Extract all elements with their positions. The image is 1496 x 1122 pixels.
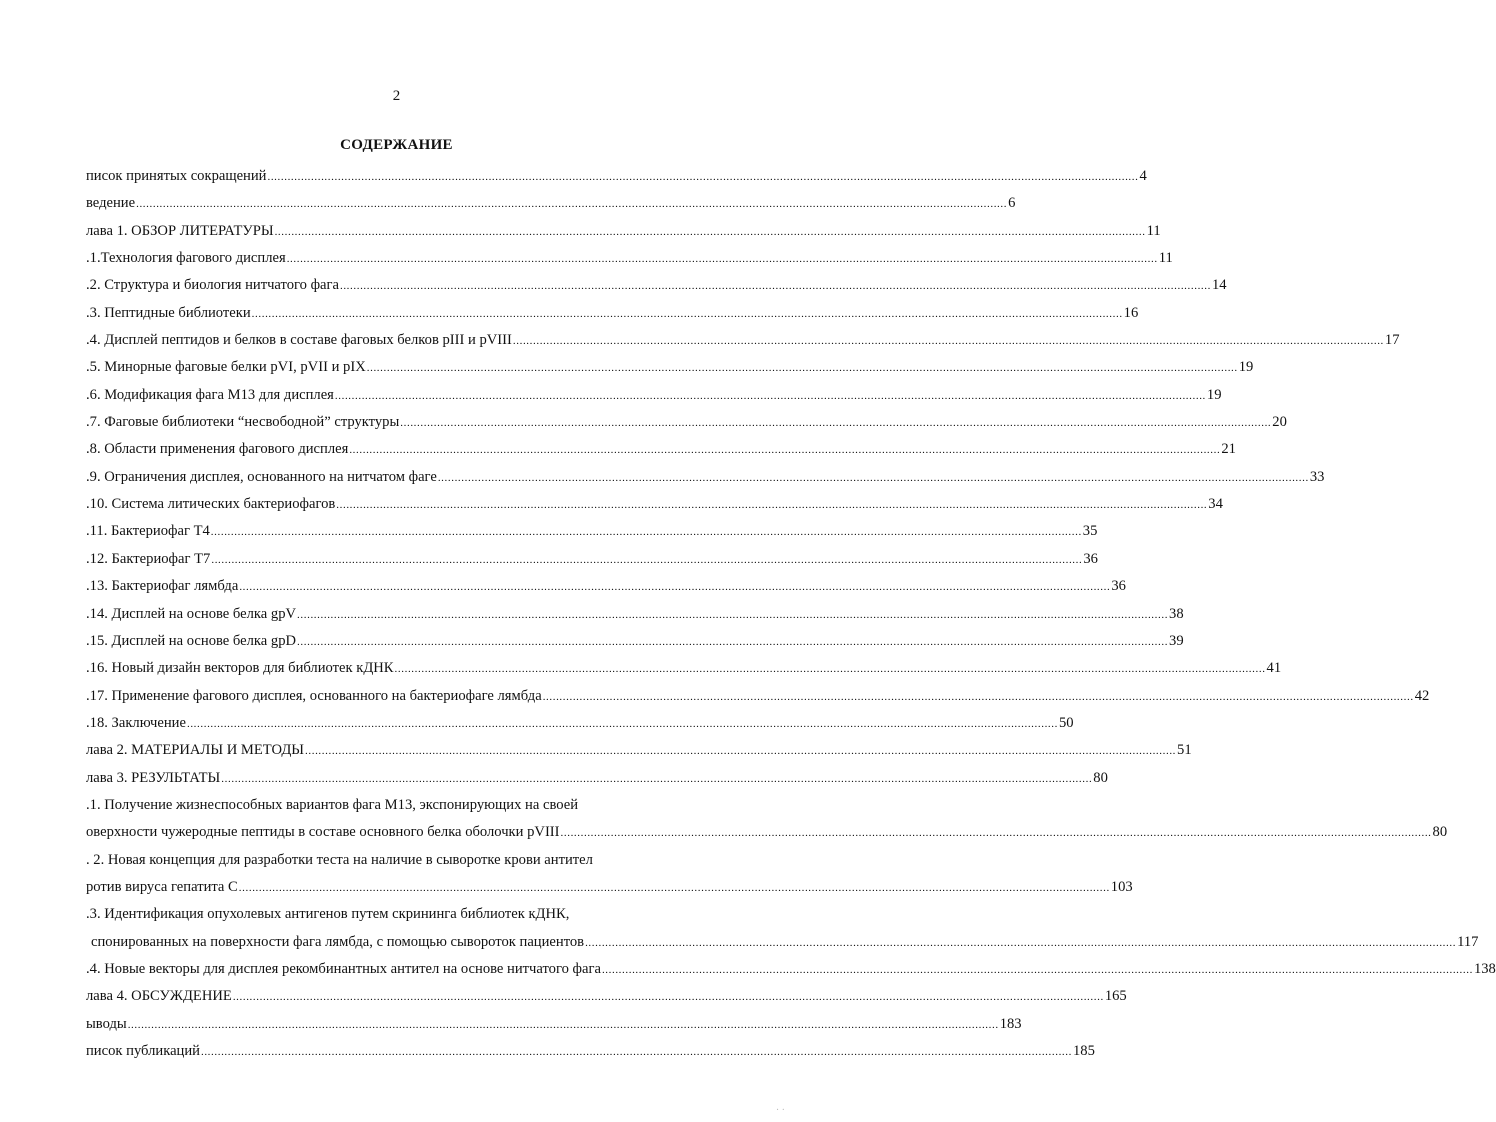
toc-entry (86, 956, 1496, 983)
toc-entry-page: 38 (1169, 605, 1184, 622)
toc-entry-title: .2. Структура и биология нитчатого фага (86, 277, 339, 294)
toc-entry-title: .4. Дисплей пептидов и белков в составе фаговых белков pIII и pVIII (86, 332, 512, 349)
toc-title: СОДЕРЖАНИЕ (340, 137, 453, 153)
toc-entry-page: 6 (1008, 195, 1016, 212)
toc-entry (86, 573, 1126, 600)
page-number: 2 (392, 88, 401, 104)
toc-entry-page: 36 (1111, 578, 1126, 595)
toc-entry-title: писок публикаций (86, 1043, 200, 1059)
toc-entry (86, 218, 1161, 245)
toc-entry-page: 80 (1093, 769, 1108, 786)
toc-entry-title: .3. Пептидные библиотеки (86, 304, 251, 321)
toc-entry-page: 41 (1266, 660, 1282, 677)
dot-leader: .................................................................................................................................................................................................................................................................... (211, 553, 1083, 566)
toc-entry-page: 4 (1139, 168, 1147, 184)
toc-entry (86, 655, 1282, 682)
toc-entry-title: .11. Бактериофаг Т4 (86, 523, 210, 540)
dot-leader: .................................................................................................................................................................................................................................................................... (221, 772, 1093, 785)
toc-entry-title: .8. Области применения фагового дисплея (86, 441, 349, 458)
dot-leader: .................................................................................................................................................................................................................................................................... (305, 745, 1177, 758)
toc-entry-page: 19 (1238, 359, 1254, 376)
toc-entry (86, 518, 1098, 545)
toc-entry-page: 138 (1473, 960, 1496, 977)
toc-entry-page: 50 (1058, 714, 1074, 731)
toc-entry (86, 819, 1448, 846)
toc-entry (86, 354, 1254, 381)
toc-entry-title: лава 2. МАТЕРИАЛЫ И МЕТОДЫ (86, 742, 305, 759)
toc-entry-title: оверхности чужеродные пептиды в составе основного белка оболочки pVIII (86, 824, 560, 841)
toc-entry-page: 165 (1104, 988, 1127, 1005)
toc-entry-title: .12. Бактериофаг Т7 (86, 550, 211, 567)
toc-entry (86, 546, 1098, 573)
dot-leader: .................................................................................................................................................................................................................................................................... (251, 307, 1123, 320)
toc-entry (86, 1011, 1022, 1038)
toc-entry-title: .16. Новый дизайн векторов для библиотек кДНК (86, 660, 394, 677)
toc-entry (86, 464, 1325, 491)
toc-entry (86, 601, 1184, 628)
toc-entry-page: 117 (1457, 933, 1479, 950)
toc-entry (86, 929, 1479, 956)
toc-entry (86, 272, 1227, 299)
toc-entry (86, 382, 1222, 409)
toc-entry-page: 185 (1072, 1043, 1095, 1059)
toc-entry-page: 34 (1208, 496, 1223, 513)
toc-entry-page: 51 (1177, 742, 1192, 759)
dot-leader: .................................................................................................................................................................................................................................................................... (349, 444, 1221, 457)
toc-entry-page: 11 (1146, 222, 1161, 239)
toc-entry (86, 683, 1430, 710)
toc-entry-page: 20 (1272, 414, 1287, 431)
dot-leader: .................................................................................................................................................................................................................................................................... (560, 827, 1432, 840)
toc-entry-page: 17 (1384, 332, 1400, 349)
dot-leader: .................................................................................................................................................................................................................................................................... (336, 499, 1208, 512)
toc-entry-title: спонированных на поверхности фага лямбда, с помощью сывороток пациентов (91, 933, 585, 950)
dot-leader: .................................................................................................................................................................................................................................................................... (297, 635, 1169, 648)
dot-leader: .................................................................................................................................................................................................................................................................... (136, 198, 1008, 211)
toc-entry (86, 874, 1133, 901)
toc-list (86, 163, 1496, 1065)
dot-leader: .................................................................................................................................................................................................................................................................... (585, 936, 1457, 949)
toc-entry-page: 19 (1206, 386, 1222, 403)
dot-leader: .................................................................................................................................................................................................................................................................... (542, 690, 1414, 703)
toc-entry-page: 39 (1169, 632, 1184, 649)
toc-entry-title: .6. Модификация фага М13 для дисплея (86, 386, 334, 403)
toc-entry-title: лава 3. РЕЗУЛЬТАТЫ (86, 769, 221, 786)
toc-entry-page: 183 (999, 1015, 1022, 1032)
toc-entry-title: .13. Бактериофаг лямбда (86, 578, 239, 595)
toc-entry-title: .18. Заключение (86, 714, 186, 731)
toc-entry (86, 901, 708, 928)
toc-entry (86, 792, 708, 819)
dot-leader: .................................................................................................................................................................................................................................................................... (297, 608, 1169, 621)
dot-leader: .................................................................................................................................................................................................................................................................... (200, 1046, 1072, 1058)
toc-entry-title: .5. Минорные фаговые белки pVI, pVII и pIX (86, 359, 366, 376)
toc-entry-title: ротив вируса гепатита С (86, 878, 238, 895)
dot-leader: .................................................................................................................................................................................................................................................................... (437, 471, 1309, 484)
toc-entry-page: 103 (1110, 878, 1133, 895)
dot-leader: .................................................................................................................................................................................................................................................................... (238, 881, 1110, 894)
toc-entry (86, 1038, 1095, 1065)
dot-leader: .................................................................................................................................................................................................................................................................... (286, 253, 1158, 266)
dot-leader: .................................................................................................................................................................................................................................................................... (186, 717, 1058, 730)
toc-entry-page: 21 (1221, 441, 1236, 458)
dot-leader: .................................................................................................................................................................................................................................................................... (394, 663, 1266, 676)
toc-entry-page: 42 (1414, 687, 1430, 704)
toc-entry-page: 14 (1211, 277, 1227, 294)
toc-entry-title: писок принятых сокращений (86, 168, 267, 184)
toc-entry (86, 245, 1173, 272)
toc-entry (86, 409, 1287, 436)
dot-leader: .................................................................................................................................................................................................................................................................... (339, 280, 1211, 293)
toc-entry-title: .10. Система литических бактериофагов (86, 496, 336, 513)
toc-entry (86, 300, 1139, 327)
toc-entry (86, 163, 1147, 190)
dot-leader: .................................................................................................................................................................................................................................................................... (366, 362, 1238, 375)
dot-leader: .................................................................................................................................................................................................................................................................... (127, 1018, 999, 1031)
toc-entry-title: .1. Получение жизнеспособных вариантов фага М13, экспонирующих на своей (86, 796, 579, 813)
toc-entry-page: 11 (1158, 250, 1173, 267)
toc-entry (86, 765, 1108, 792)
toc-entry (86, 737, 1192, 764)
toc-entry-title: . 2. Новая концепция для разработки теста на наличие в сыворотке крови антител (86, 851, 593, 868)
toc-entry-page: 35 (1082, 523, 1098, 540)
dot-leader: .................................................................................................................................................................................................................................................................... (274, 225, 1146, 238)
toc-entry (86, 491, 1223, 518)
toc-entry-page: 36 (1083, 550, 1098, 567)
dot-leader: .................................................................................................................................................................................................................................................................... (232, 991, 1104, 1004)
dot-leader: .................................................................................................................................................................................................................................................................... (512, 335, 1384, 348)
dot-leader: .................................................................................................................................................................................................................................................................... (239, 581, 1111, 594)
toc-entry (86, 710, 1074, 737)
toc-entry-title: лава 1. ОБЗОР ЛИТЕРАТУРЫ (86, 222, 274, 239)
toc-entry-title: ыводы (86, 1015, 127, 1032)
toc-entry (86, 628, 1184, 655)
toc-entry (86, 327, 1400, 354)
toc-entry (86, 436, 1236, 463)
dot-leader: .................................................................................................................................................................................................................................................................... (400, 417, 1272, 430)
toc-entry-title: ведение (86, 195, 136, 212)
dot-leader: .................................................................................................................................................................................................................................................................... (210, 526, 1082, 539)
corner-mark: · · (775, 1105, 785, 1116)
toc-entry-page: 33 (1309, 468, 1325, 485)
toc-entry (86, 847, 708, 874)
toc-entry-title: лава 4. ОБСУЖДЕНИЕ (86, 988, 232, 1005)
dot-leader: .................................................................................................................................................................................................................................................................... (267, 171, 1139, 183)
toc-entry-title: .14. Дисплей на основе белка gpV (86, 605, 297, 622)
toc-entry-title: .3. Идентификация опухолевых антигенов путем скрининга библиотек кДНК, (86, 906, 570, 923)
toc-entry-title: .7. Фаговые библиотеки “несвободной” структуры (86, 414, 400, 431)
toc-entry-title: .17. Применение фагового дисплея, основанного на бактериофаге лямбда (86, 687, 542, 704)
toc-entry-page: 80 (1432, 824, 1448, 841)
toc-entry-title: .9. Ограничения дисплея, основанного на нитчатом фаге (86, 468, 437, 485)
toc-entry-title: .4. Новые векторы для дисплея рекомбинантных антител на основе нитчатого фага (86, 960, 601, 977)
toc-entry (86, 983, 1127, 1010)
toc-entry-page: 16 (1123, 304, 1139, 321)
dot-leader: .................................................................................................................................................................................................................................................................... (601, 963, 1473, 976)
toc-entry (86, 190, 1016, 217)
toc-entry-title: .15. Дисплей на основе белка gpD (86, 632, 297, 649)
toc-entry-title: .1.Технология фагового дисплея (86, 250, 286, 267)
dot-leader: .................................................................................................................................................................................................................................................................... (334, 389, 1206, 402)
